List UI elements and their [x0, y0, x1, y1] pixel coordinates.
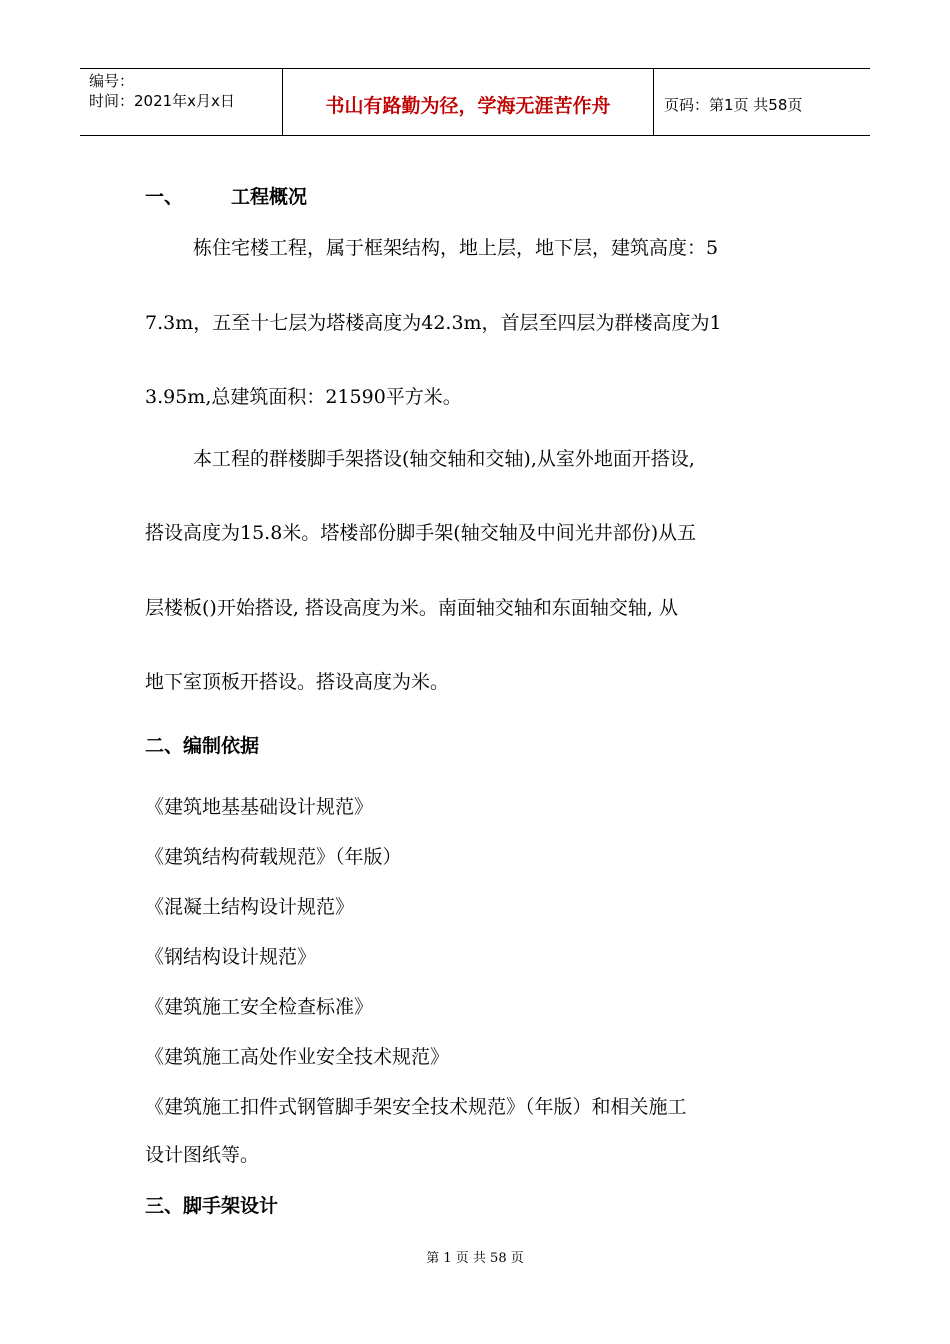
paragraph-line: 搭设高度为15.8米。塔楼部份脚手架(轴交轴及中间光井部份)从五 [145, 522, 697, 544]
paragraph-line: 栋住宅楼工程，属于框架结构，地上层，地下层，建筑高度：5 [193, 237, 719, 259]
section1-heading-num: 一、 [145, 186, 184, 208]
paragraph-line: 本工程的群楼脚手架搭设(轴交轴和交轴),从室外地面开搭设, [193, 448, 695, 470]
header-motto-cell [282, 69, 654, 135]
paragraph-line: 3.95m,总建筑面积：21590平方米。 [145, 386, 462, 408]
reference-item: 《建筑地基基础设计规范》 [145, 796, 374, 818]
header-number: 编号： [89, 72, 135, 90]
paragraph-line: 地下室顶板开搭设。搭设高度为米。 [145, 671, 450, 693]
reference-item: 《建筑结构荷载规范》（年版） [145, 846, 402, 868]
reference-item: 《建筑施工高处作业安全技术规范》 [145, 1046, 450, 1068]
header-time: 时间：2021年x月x日 [89, 92, 235, 110]
section1-heading [145, 182, 307, 209]
paragraph-line: 层楼板()开始搭设, 搭设高度为米。南面轴交轴和东面轴交轴, 从 [145, 597, 678, 619]
paragraph-line: 7.3m，五至十七层为塔楼高度为42.3m，首层至四层为群楼高度为1 [145, 312, 722, 334]
header-page-info: 页码：第1页 共58页 [664, 95, 803, 114]
page-footer: 第 1 页 共 58 页 [426, 1251, 524, 1266]
reference-item: 设计图纸等。 [145, 1144, 260, 1166]
reference-item: 《混凝土结构设计规范》 [145, 896, 355, 918]
reference-item: 《建筑施工安全检查标准》 [145, 996, 374, 1018]
page-header [80, 68, 870, 136]
section1-heading-text: 工程概况 [231, 186, 308, 208]
header-meta [80, 69, 282, 135]
reference-item: 《钢结构设计规范》 [145, 946, 317, 968]
section2-heading: 二、编制依据 [145, 735, 260, 757]
header-motto: 书山有路勤为径，学海无涯苦作舟 [325, 94, 611, 117]
reference-item: 《建筑施工扣件式钢管脚手架安全技术规范》（年版）和相关施工 [145, 1096, 687, 1118]
section3-heading: 三、脚手架设计 [145, 1195, 279, 1217]
